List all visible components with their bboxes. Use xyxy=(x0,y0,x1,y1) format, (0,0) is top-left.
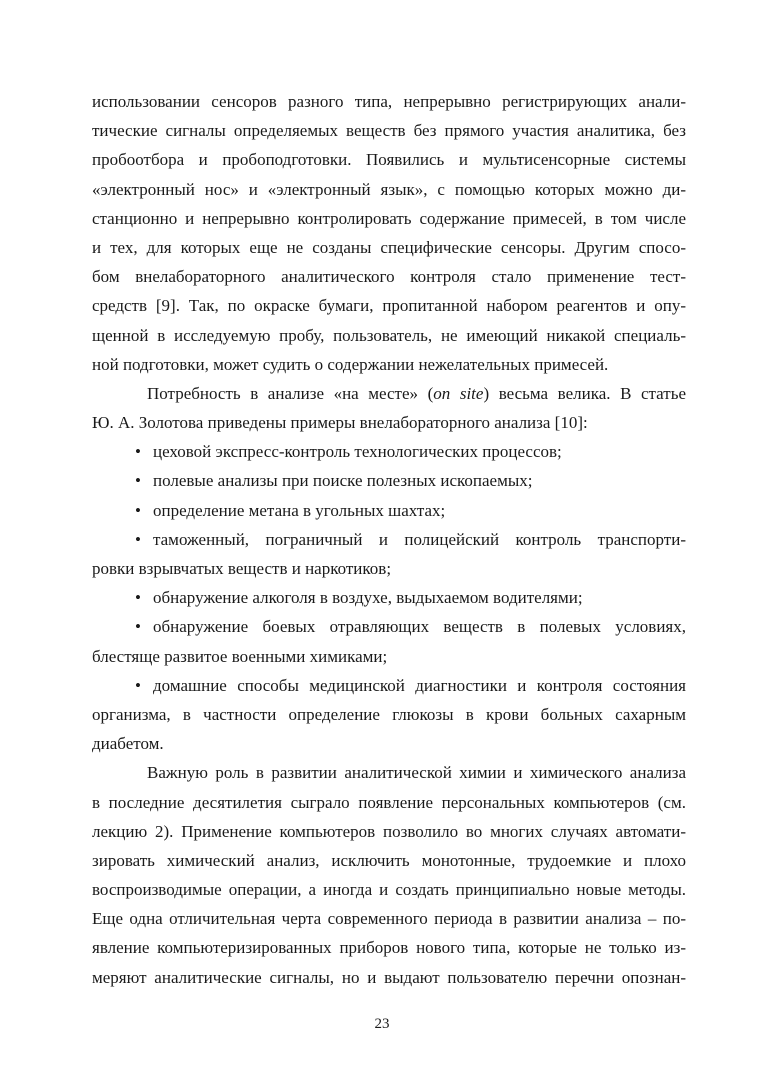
text-line: Важную роль в развитии аналитической химии и химического анализа xyxy=(147,763,686,783)
paragraph-sensors xyxy=(92,87,686,379)
list-item xyxy=(92,496,686,525)
bullet-icon: • xyxy=(135,529,141,549)
text-span: ) весьма велика. В статье xyxy=(483,383,686,403)
list-item-text: обнаружение алкоголя в воздухе, выдыхаемом водителями; xyxy=(153,588,583,608)
list-item xyxy=(92,437,686,466)
list-item xyxy=(92,466,686,495)
text-line: лекцию 2). Применение компьютеров позволило во многих случаях автомати- xyxy=(92,821,686,841)
text-line: явление компьютеризированных приборов нового типа, которые не только из- xyxy=(92,938,686,958)
list-item xyxy=(92,612,686,670)
text-line xyxy=(92,612,686,641)
text-span: Потребность в анализе «на месте» ( xyxy=(147,383,434,403)
text-line xyxy=(92,379,686,408)
list-item xyxy=(92,525,686,583)
text-line: бом внелабораторного аналитического контроля стало применение тест- xyxy=(92,267,686,287)
list-item-text: обнаружение боевых отравляющих веществ в полевых условиях, xyxy=(153,617,686,637)
text-line xyxy=(92,525,686,554)
text-line: использовании сенсоров разного типа, непрерывно регистрирующих анали- xyxy=(92,92,686,111)
bullet-icon: • xyxy=(135,588,141,608)
italic-term: on site xyxy=(433,383,484,403)
text-line: меряют аналитические сигналы, но и выдают пользователю перечни опознан- xyxy=(92,967,686,987)
bullet-icon: • xyxy=(135,500,141,520)
list-item xyxy=(92,671,686,759)
text-line: организма, в частности определение глюкозы в крови больных сахарным xyxy=(92,704,686,724)
text-line: щенной в исследуемую пробу, пользователь, не имеющий никакой специаль- xyxy=(92,325,686,345)
bullet-list xyxy=(92,437,686,758)
text-line: ной подготовки, может судить о содержании нежелательных примесей. xyxy=(92,354,609,374)
bullet-icon: • xyxy=(135,471,141,491)
text-line: зировать химический анализ, исключить монотонные, трудоемкие и плохо xyxy=(92,850,686,870)
list-item-text: определение метана в угольных шахтах; xyxy=(153,500,446,520)
list-item-text: таможенный, пограничный и полицейский контроль транспорти- xyxy=(153,529,686,549)
text-line: ровки взрывчатых веществ и наркотиков; xyxy=(92,559,392,578)
text-line: в последние десятилетия сыграло появление персональных компьютеров (см. xyxy=(92,792,686,812)
text-line xyxy=(92,671,686,700)
paragraph-on-site xyxy=(92,379,686,437)
page-body xyxy=(92,87,686,992)
text-line: Еще одна отличительная черта современного периода в развитии анализа – по- xyxy=(92,909,686,929)
text-line: диабетом. xyxy=(92,734,164,754)
text-line: станционно и непрерывно контролировать содержание примесей, в том числе xyxy=(92,208,686,228)
list-item-text: полевые анализы при поиске полезных ископаемых; xyxy=(153,471,533,491)
text-line: блестяще развитое военными химиками; xyxy=(92,646,388,666)
list-item-text: домашние способы медицинской диагностики и контроля состояния xyxy=(153,675,686,695)
bullet-icon: • xyxy=(135,675,141,695)
paragraph-computers xyxy=(92,758,686,992)
page-number: 23 xyxy=(374,1016,390,1032)
list-item xyxy=(92,583,686,612)
text-line: средств [9]. Так, по окраске бумаги, пропитанной набором реагентов и опу- xyxy=(92,296,686,316)
text-line: тические сигналы определяемых веществ без прямого участия аналитика, без xyxy=(92,121,686,141)
bullet-icon: • xyxy=(135,617,141,637)
list-item-text: цеховой экспресс-контроль технологических процессов; xyxy=(153,442,562,462)
text-line: Ю. А. Золотова приведены примеры внелабораторного анализа [10]: xyxy=(92,413,588,433)
text-line: воспроизводимые операции, а иногда и создать принципиально новые методы. xyxy=(92,880,686,900)
text-line: и тех, для которых еще не созданы специфические сенсоры. Другим спосо- xyxy=(92,237,686,257)
text-line: «электронный нос» и «электронный язык», с помощью которых можно ди- xyxy=(92,179,686,199)
bullet-icon: • xyxy=(135,442,141,462)
text-line: пробоотбора и пробоподготовки. Появились и мультисенсорные системы xyxy=(92,150,686,170)
